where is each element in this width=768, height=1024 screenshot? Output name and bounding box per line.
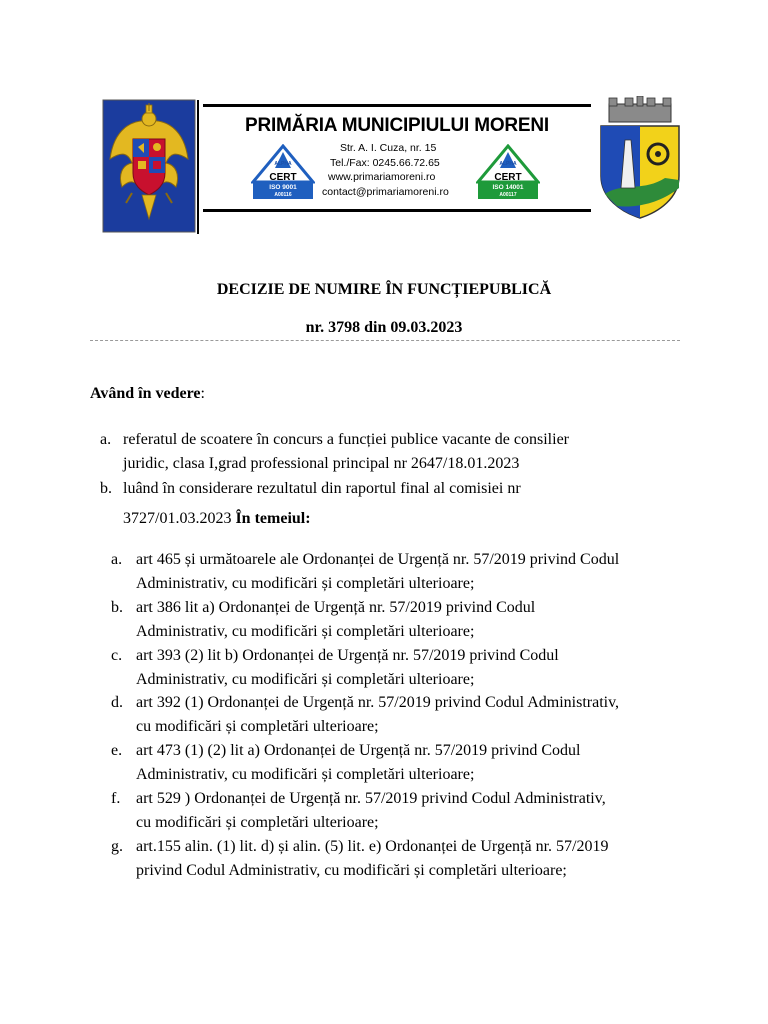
legal-basis-heading: În temeiul: (235, 510, 311, 527)
list-line: art 392 (1) Ordonanței de Urgență nr. 57/2019 privind Codul Administrativ, (136, 694, 620, 711)
cert-label: CERT (269, 172, 297, 183)
considerations-label: Având în vedere (90, 385, 201, 402)
cert-code: A00116 (274, 192, 292, 198)
moreni-coat-of-arms-icon (595, 96, 685, 220)
cert-iso: ISO 14001 (492, 184, 524, 191)
header-top-rule (203, 104, 591, 107)
header-bottom-rule (203, 209, 591, 212)
cert-brand: ALPHA (499, 161, 517, 167)
cert-code: A00117 (499, 192, 517, 198)
cert-label: CERT (494, 172, 522, 183)
list-line: cu modificări și completări ulterioare; (136, 717, 379, 735)
document-number: nr. 3798 din 09.03.2023 (305, 319, 463, 336)
contact-block (322, 141, 482, 199)
list-line: art 393 (2) lit b) Ordonanței de Urgență nr. 57/2019 privind Codul (136, 647, 559, 664)
title-separator (90, 340, 680, 341)
list-marker: c. (111, 647, 123, 664)
list-line: art 529 ) Ordonanței de Urgență nr. 57/2019 privind Codul Administrativ, (136, 790, 606, 807)
list-line: art.155 alin. (1) lit. d) și alin. (5) lit. e) Ordonanței de Urgență nr. 57/2019 (136, 838, 609, 855)
list-marker: f. (111, 790, 121, 807)
list-marker: e. (111, 742, 123, 759)
list-line: art 386 lit a) Ordonanței de Urgență nr. 57/2019 privind Codul (136, 599, 536, 616)
list-marker: g. (111, 838, 123, 855)
list-line: 3727/01.03.2023 (123, 510, 236, 527)
website-line: www.primariamoreni.ro (328, 171, 436, 184)
email-line: contact@primariamoreni.ro (322, 185, 449, 198)
cert-brand: ALPHA (274, 161, 292, 167)
address-line: Str. A. I. Cuza, nr. 15 (340, 142, 437, 154)
list-line: cu modificări și completări ulterioare; (136, 813, 379, 831)
list-line: Administrativ, cu modificări și completări ulterioare; (136, 574, 475, 592)
list-line: art 473 (1) (2) lit a) Ordonanței de Urgență nr. 57/2019 privind Codul (136, 742, 581, 759)
list-line: Administrativ, cu modificări și completări ulterioare; (136, 622, 475, 640)
list-marker: a. (100, 431, 112, 448)
list-marker: b. (111, 599, 123, 616)
header-vertical-rule (197, 100, 199, 234)
institution-name: PRIMĂRIA MUNICIPIULUI MORENI (244, 115, 550, 136)
list-line: art 465 și următoarele ale Ordonanței de Urgență nr. 57/2019 privind Codul (136, 551, 620, 568)
cert-iso: ISO 9001 (269, 184, 297, 191)
list-line: juridic, clasa I,grad professional principal nr 2647/18.01.2023 (123, 454, 520, 472)
list-line: Administrativ, cu modificări și completări ulterioare; (136, 670, 475, 688)
list-line: referatul de scoatere în concurs a funcției publice vacante de consilier (123, 431, 569, 448)
document-title: DECIZIE DE NUMIRE ÎN FUNCȚIEPUBLICĂ (216, 281, 552, 298)
phone-line: Tel./Fax: 0245.66.72.65 (330, 156, 440, 169)
list-line: luând în considerare rezultatul din raportul final al comisiei nr (123, 480, 521, 497)
list-line: privind Codul Administrativ, cu modificări și completări ulterioare; (136, 861, 567, 879)
list-marker: d. (111, 694, 123, 711)
romania-coat-of-arms-icon (102, 99, 196, 233)
list-marker: b. (100, 480, 112, 497)
iso-14001-cert-badge (476, 144, 540, 200)
iso-9001-cert-badge (251, 144, 315, 200)
considerations-colon: : (200, 385, 205, 402)
list-marker: a. (111, 551, 123, 568)
considerations-heading (90, 385, 205, 403)
list-line: Administrativ, cu modificări și completări ulterioare; (136, 765, 475, 783)
